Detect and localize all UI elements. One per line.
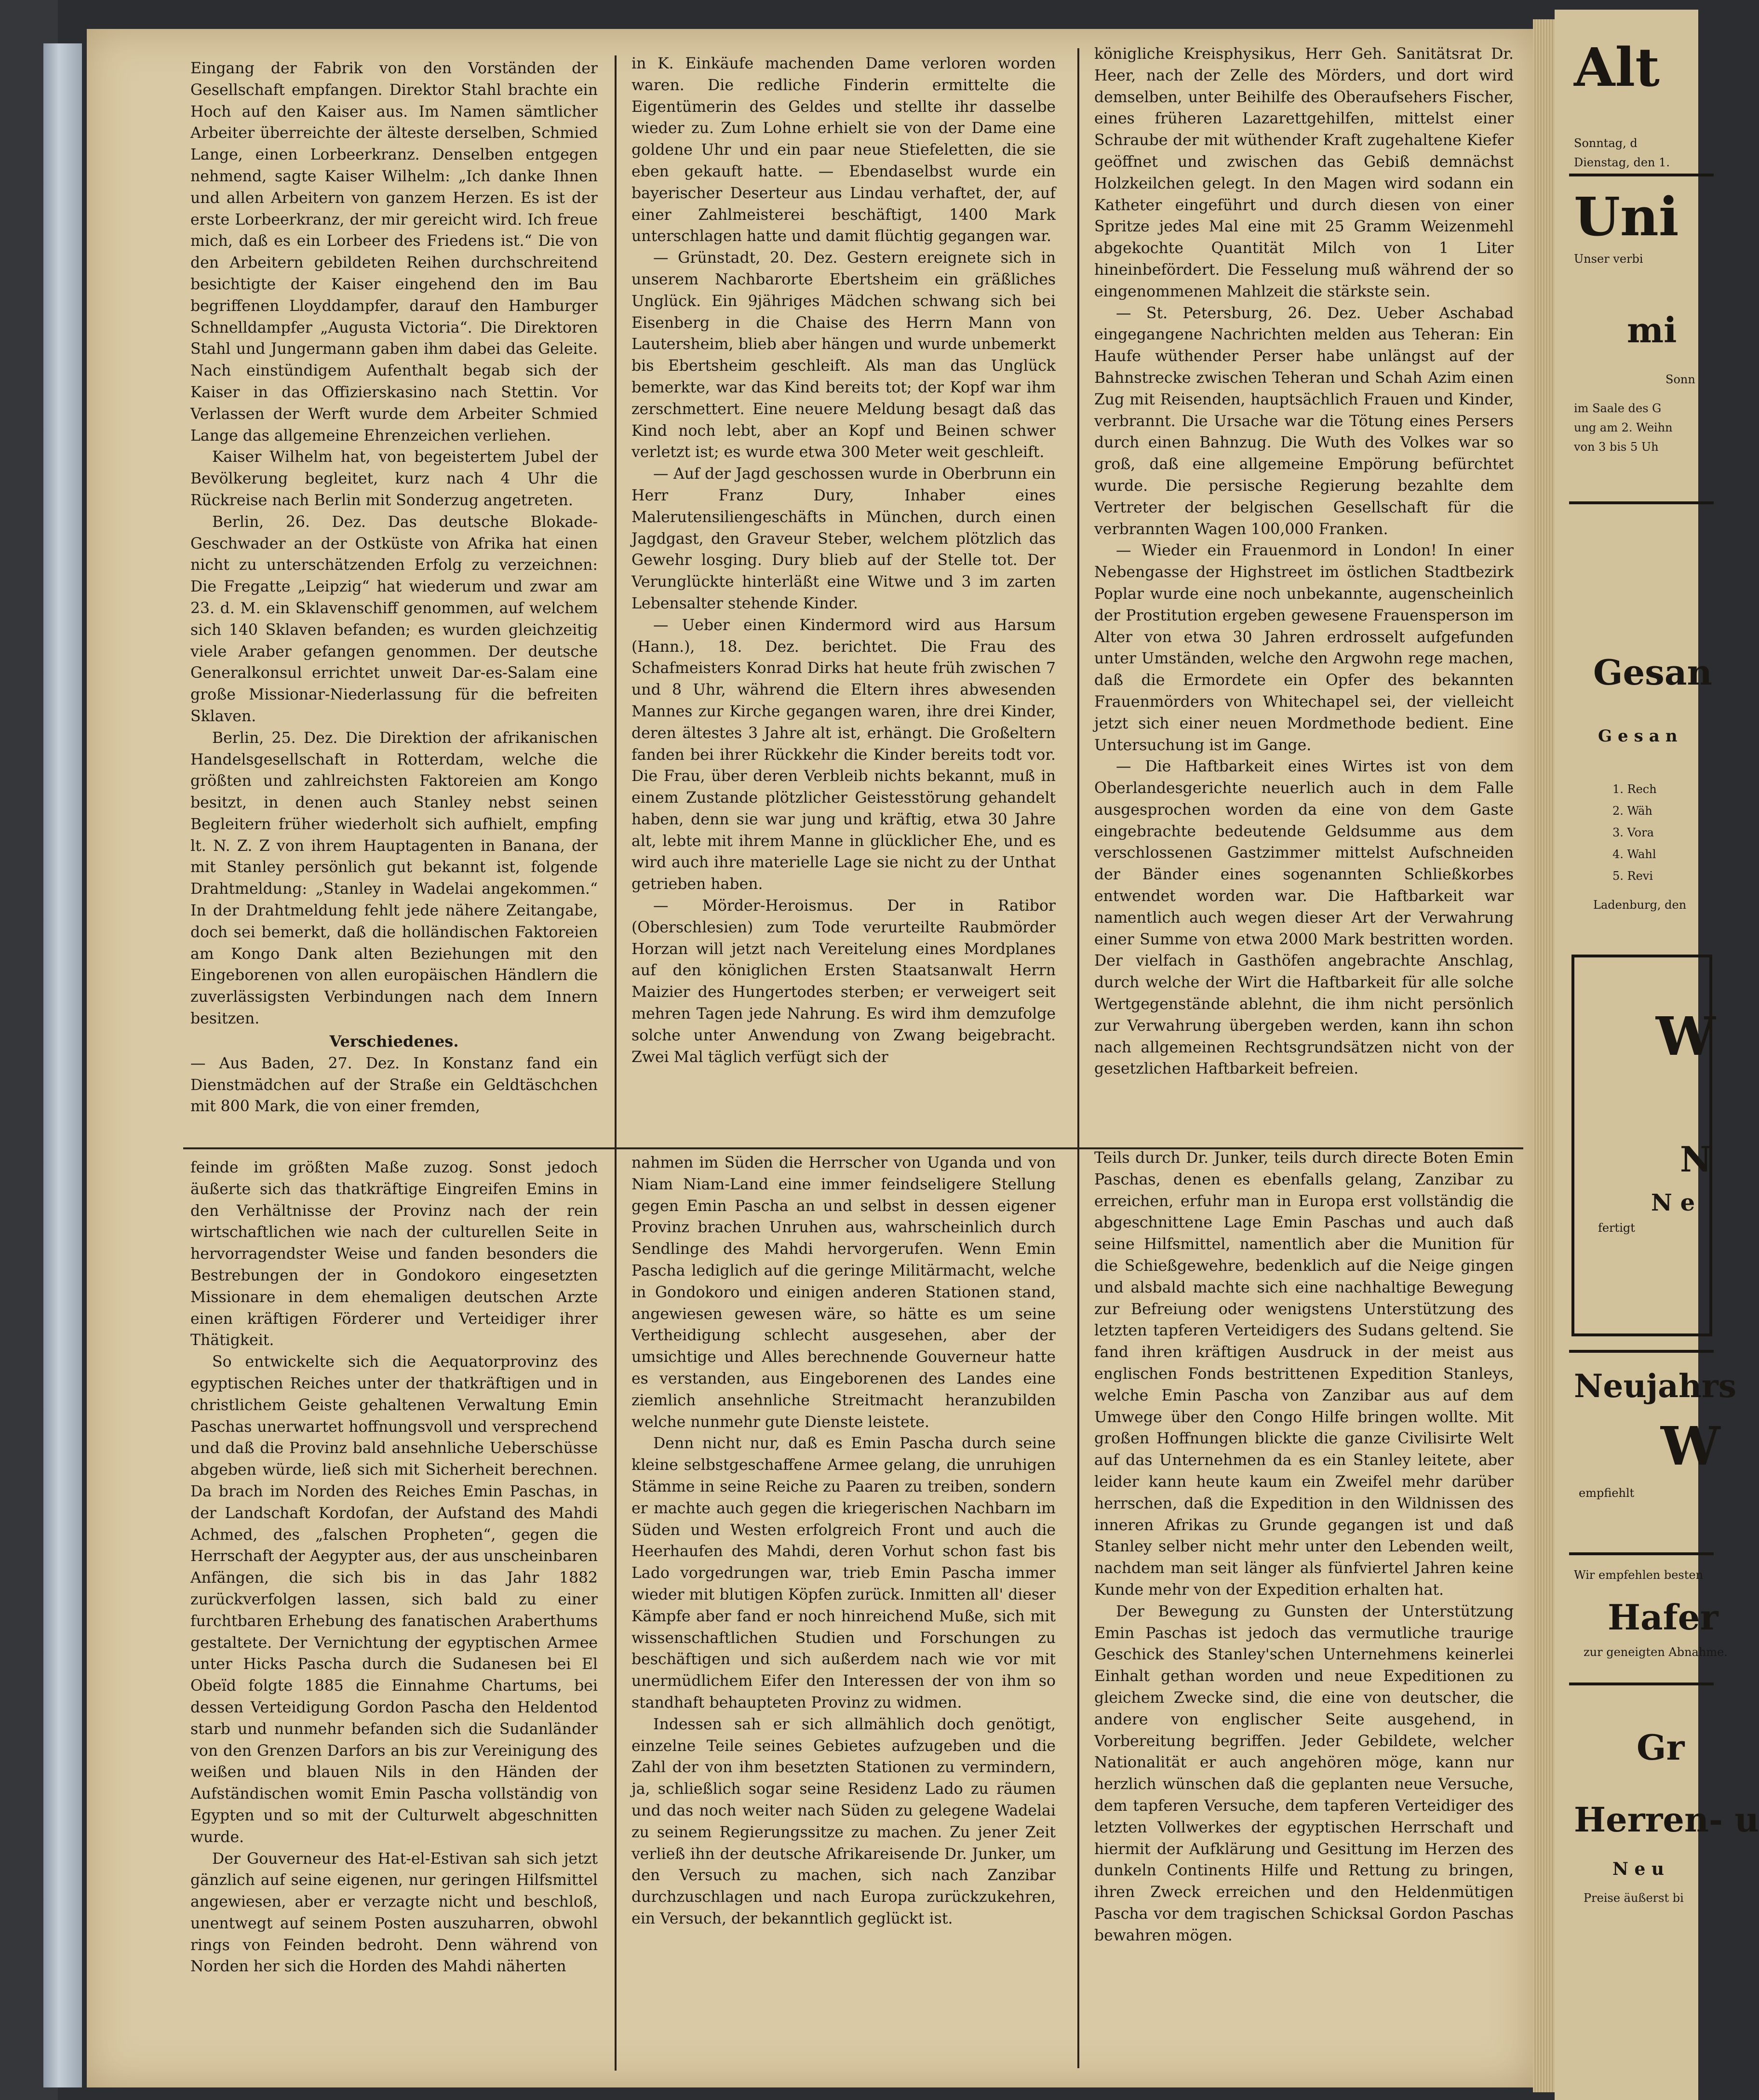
col3-top-para: königliche Kreisphysikus, Herr Geh. Sanitätsrat Dr. Heer, nach der Zelle des Mörders, und dort wird demselben, unter Beihilfe des Oberaufsehers Fischer, eines früheren Lazarettgehilfen, mittelst einer Schraube der mit wüthender Kraft zugehaltene Kiefer geöffnet und zwischen das Gebiß demnächst Holzkeilchen gelegt. In den Magen wird sodann ein Katheter eingeführt und durch diesen von einer Spritze jedes Mal eine mit 25 Gramm Weizenmehl abgekochte Quantität Milch von 1 Liter hineinbefördert. Die Fesselung muß während der so eingenommenen Mahlzeit die stärkste sein. [1094,45,1514,300]
col2-top-para: — Ueber einen Kindermord wird aus Harsum (Hann.), 18. Dez. berichtet. Die Frau des Schafmeisters Konrad Dirks hat heute früh zwischen 7 und 8 Uhr, während die Eltern ihres abwesenden Mannes zur Kirche gegangen waren, ihre drei Kinder, deren ältestes 3 Jahre alt ist, erhängt. Die Großeltern fanden bei ihrer Rückkehr die Kinder bereits todt vor. Die Frau, über deren Verbleib nichts bekannt, muß in einem Zustande plötzlicher Geistesstörung gehandelt haben, denn sie war jung und kräftig, etwa 30 Jahre alt, lebte mit ihrem Manne in glücklicher Ehe, und es wird auch ihre materielle Lage sie nicht zu der Unthat getrieben haben. [631,616,1056,893]
masthead-line: Dienstag, den 1. [1574,156,1670,169]
col1-bottom-para: feinde im größten Maße zuzog. Sonst jedoch äußerte sich das thatkräftige Eingreifen Emins in den Verhältnisse der Provinz nach der rein wirtschaftlichen wie nach der culturellen Seite in hervorragendster Weise und fanden besonders die Bestrebungen der in Gondokoro eingesetzten Missionare in dem ehemaligen deutschen Arzte einen kräftigen Förderer und Verteidiger ihrer Thätigkeit. [190,1159,598,1349]
col3-top-para: — Wieder ein Frauenmord in London! In einer Nebengasse der Highstreet im östlichen Stadtbezirk Poplar wurde eine noch unbekannte, augenscheinlich der Prostitution ergeben gewesene Frauensperson im Alter von etwa 30 Jahren erdrosselt aufgefunden unter Umständen, welche den Argwohn rege machen, daß die Ermordete ein Opfer des bekannten Frauenmörders von Whitechapel sei, der vielleicht jetzt sich einer neuen Mordmethode bedient. Eine Untersuchung ist im Gange. [1094,542,1514,754]
ad-list-item: 3. Vora [1612,826,1654,839]
ad-divider [1569,1683,1714,1685]
ad-text: Sonn [1665,373,1695,386]
ad-text: Preise äußerst bi [1584,1891,1684,1905]
column-rule [1077,1152,1079,2068]
masthead-line: Sonntag, d [1574,136,1638,150]
col1-top-para: Kaiser Wilhelm hat, von begeistertem Jubel der Bevölkerung begleitet, kurz nach 4 Uhr die Rückreise nach Berlin mit Sonderzug angetreten. [190,448,598,509]
ad-subline: Unser verbi [1574,252,1643,266]
ad-text: von 3 bis 5 Uh [1574,440,1659,454]
ad-text: ung am 2. Weihn [1574,421,1673,434]
ad-text: N e u [1612,1859,1665,1879]
column-2-top [631,53,1056,1143]
col2-top-para: — Auf der Jagd geschossen wurde in Oberbrunn ein Herr Franz Dury, Inhaber eines Malerutensiliengeschäfts in München, durch einen Jagdgast, den Graveur Steber, welchem plötzlich das Gewehr losging. Dury blieb auf der Stelle tot. Der Verunglückte hinterläßt eine Witwe und 3 im zarten Lebensalter stehende Kinder. [631,465,1056,612]
col1-top-para: Eingang der Fabrik von den Vorständen der Gesellschaft empfangen. Direktor Stahl brachte ein Hoch auf den Kaiser aus. Im Namen sämtlicher Arbeiter überreichte der älteste derselben, Schmied Lange, einen Lorbeerkranz. Denselben entgegen nehmend, sagte Kaiser Wilhelm: „Ich danke Ihnen und allen Arbeitern von ganzem Herzen. Es ist der erste Lorbeerkranz, der mir gereicht wird. Ich freue mich, daß es ein Lorbeer des Friedens ist.“ Die von den Arbeitern gebildeten Reihen durchschreitend besichtigte der Kaiser eingehend den im Bau begriffenen Lloyddampfer, darauf den Hamburger Schnelldampfer „Augusta Victoria“. Die Direktoren Stahl und Jungermann gaben ihm dabei das Geleite. Nach einstündigem Aufenthalt begab sich der Kaiser in das Offizierskasino nach Stettin. Vor Verlassen der Werft wurde dem Arbeiter Schmied Lange das allgemeine Ehrenzeichen verliehen. [190,60,598,444]
column-1-top [190,58,598,1138]
col2-bottom-para: nahmen im Süden die Herrscher von Uganda und von Niam Niam-Land eine immer feindseligere Stellung gegen Emin Pascha an und selbst in dessen eigener Provinz brachen Unruhen aus, wahrscheinlich durch Sendlinge des Mahdi hervorgerufen. Wenn Emin Pascha lediglich auf die geringe Militärmacht, welche in Gondokoro und einigen anderen Stationen stand, angewiesen gewesen wäre, so hätte es um seine Vertheidigung schlecht ausgesehen, aber der umsichtige und Alles berechnende Gouverneur hatte es verstanden, aus Eingeborenen des Landes eine ziemlich ansehnliche Streitmacht heranzubilden welche nunmehr gute Dienste leistete. [631,1154,1056,1431]
binding-cloth [43,43,82,2087]
column-2-bottom [631,1152,1056,2078]
ad-text: im Saale des G [1574,402,1662,415]
ad-divider [1569,174,1714,176]
ad-heading-gr: Gr [1637,1727,1685,1768]
ad-subline: zur geneigten Abnahme. [1584,1645,1728,1659]
col2-top-para: in K. Einkäufe machenden Dame verloren worden waren. Die redliche Finderin ermittelte die Eigentümerin des Geldes und stellte ihr dasselbe wieder zu. Zum Lohne erhielt sie von der Dame eine goldene Uhr und ein paar neue Stiefeletten, die sie eben gekauft hatte. — Ebendaselbst wurde ein bayerischer Deserteur aus Lindau verhaftet, der, auf einer Zahlmeisterei beschäftigt, 1400 Mark unterschlagen hatte und damit flüchtig gegangen war. [631,55,1056,245]
ad-list-item: 5. Revi [1612,869,1653,883]
ad-list-item: 2. Wäh [1612,804,1652,818]
col3-bottom-para: Teils durch Dr. Junker, teils durch directe Boten Emin Paschas, denen es ebenfalls gelang, Zanzibar zu erreichen, erfuhr man in Europa erst vollständig die abgeschnittene Lage Emin Paschas und auch daß seine Hilfsmittel, namentlich aber die Munition für die Schießgewehre, bedenklich auf die Neige gingen und alsbald machte sich eine nachhaltige Bewegung zur Befreiung oder wenigstens Unterstützung des letzten tapferen Verteidigers des Sudans geltend. Sie fand ihren kräftigen Ausdruck in der meist aus englischen Fonds bestrittenen Expedition Stanleys, welche Emin Pascha von Zanzibar aus auf dem Umwege über den Congo Hilfe bringen wollte. Mit großen Hoffnungen blickte die ganze Civilisirte Welt auf das Unternehmen da es ein Stanley leitete, aber leider kann heute kaum ein Zweifel mehr darüber herrschen, daß die Expedition in den Wildnissen des inneren Afrikas zu Grunde gegangen ist und daß Stanley selber nicht mehr unter den Lebenden weilt, nachdem man seit länger als fünfviertel Jahren keine Kunde mehr von der Expedition erhalten hat. [1094,1149,1514,1599]
col3-top-para: — Die Haftbarkeit eines Wirtes ist von dem Oberlandesgerichte neuerlich auch in dem Falle ausgesprochen worden da eine von dem Gaste eingebrachte bedeutende Geldsumme aus dem verschlossenen Gastzimmer mittelst Aufschneiden der Bänder eines sogenannten Schließkorbes entwendet worden war. Die Haftbarkeit war namentlich auch wegen dieser Art der Verwahrung einer Summe von etwa 2000 Mark bestritten worden. Der vielfach in Gasthöfen angebrachte Anschlag, durch welche der Wirt die Haftbarkeit für alle solche Wertgegenstände ablehnt, die ihm nicht persönlich zur Verwahrung übergeben werden, kann ihn schon nach allgemeinen Rechtsgrundsätzen nicht von der gesetzlichen Haftbarkeit befreien. [1094,758,1514,1078]
col2-bottom-para: Indessen sah er sich allmählich doch genötigt, einzelne Teile seines Gebietes aufzugeben und die Zahl der von ihm besetzten Stationen zu vermindern, ja, schließlich sogar seine Residenz Lado zu räumen und das noch weiter nach Süden zu gelegene Wadelai zu seinem Regierungssitze zu machen. Zu jener Zeit verließ ihn der deutsche Afrikareisende Dr. Junker, um den Versuch zu machen, sich nach Zanzibar durchzuschlagen und nach Europa zurückzukehren, ein Versuch, der bekanntlich geglückt ist. [631,1715,1056,1927]
ad-heading-mi: mi [1627,310,1677,350]
col1-bottom-para: So entwickelte sich die Aequatorprovinz des egyptischen Reiches unter der thatkräftigen und in christlichem Geiste gehaltenen Verwaltung Emin Paschas unerwartet hoffnungsvoll und versprechend und daß die Provinz bald ansehnliche Ueberschüsse abgeben würde, ließ sich mit Sicherheit berechnen. Da brach im Norden des Reiches Emin Paschas, in der Landschaft Kordofan, der Aufstand des Mahdi Achmed, des „falschen Propheten“, gegen die Herrschaft der Aegypter aus, der aus unscheinbaren Anfängen, die sich bis in das Jahr 1882 zurückverfolgen lassen, sich bald zu einer furchtbaren Erhebung des fanatischen Araberthums gestaltete. Der Vernichtung der egyptischen Armee unter Hicks Pascha durch die Sudanesen bei El Obeïd folgte 1885 die Einnahme Chartums, bei dessen Verteidigung Gordon Pascha den Heldentod starb und nunmehr befanden sich die Sudanländer von den Grenzen Darfors an bis zur Vereinigung des weißen und blauen Nils in den Händen der Aufständischen womit Emin Pascha vollständig von Egypten und so mit der Culturwelt abgeschnitten wurde. [190,1353,598,1846]
ad-text: Wir empfehlen besten [1574,1568,1704,1582]
ad-text: empfiehlt [1579,1486,1635,1500]
column-3-top [1094,43,1514,1152]
column-rule [615,55,617,1169]
ad-heading-gesang: Gesan [1593,652,1712,693]
column-1-bottom [190,1157,598,2083]
column-rule [1077,48,1079,1171]
col2-bottom-para: Denn nicht nur, daß es Emin Pascha durch seine kleine selbstgeschaffene Armee gelang, die unruhigen Stämme in seine Reiche zu Paaren zu treiben, sondern er machte auch gegen die kriegerischen Nachbarn im Süden und Westen erfolgreich Front und auch die Heerhaufen des Mahdi, deren Vorhut schon fast bis Lado vorgedrungen war, trieb Emin Pascha immer wieder mit blutigen Köpfen zurück. Inmitten all' dieser Kämpfe aber fand er noch hinreichend Muße, sich mit wissenschaftlichen Studien und Forschungen zu beschäftigen und sich außerdem nach wie vor mit unermüdlichem Eifer den Interessen der von ihm so standhaft behaupteten Provinz zu widmen. [631,1435,1056,1711]
ad-heading-herren: Herren- u [1574,1800,1759,1840]
ad-list-item: 4. Wahl [1612,848,1656,861]
col3-bottom-para: Der Bewegung zu Gunsten der Unterstützung Emin Paschas ist jedoch das vermutliche traurige Geschick des Stanley'schen Unternehmens keinerlei Einhalt gethan worden und neue Expeditionen zu gleichem Zwecke sind, die eine von deutscher, die andere von englischer Seite ausgehend, in Vorbereitung begriffen. Jeder Gebildete, welcher Nationalität er auch angehören möge, kann nur herzlich wünschen daß die geplanten neue Versuche, dem tapferen Versuche, dem tapferen Verteidiger des letzten Vollwerkes der egyptischen Herrschaft und hiermit der Aufklärung und Gesittung im Herzen des dunkeln Continents Hilfe und Rettung zu bringen, ihren Zweck erreichen und den Heldenmütigen Pascha vor dem tragischen Schicksal Gordon Paschas bewahren mögen. [1094,1602,1514,1944]
col1-top-tail: — Aus Baden, 27. Dez. In Konstanz fand ein Dienstmädchen auf der Straße ein Geldtäschchen mit 800 Mark, die von einer fremden, [190,1054,598,1116]
ad-heading-neujahr: Neujahrs [1574,1367,1736,1405]
masthead-fragment: Alt [1574,36,1660,98]
col2-top-para: — Mörder-Heroismus. Der in Ratibor (Oberschlesien) zum Tode verurteilte Raubmörder Horzan will jetzt nach Vereitelung eines Mordplanes auf den königlichen Ersten Staatsanwalt Herrn Maizier des Hungertodes sterben; er verweigert seit mehren Tagen jede Nahrung. Es wird ihm demzufolge solche unter Anwendung von Zwang beigebracht. Zwei Mal täglich verfügt sich der [631,897,1056,1066]
column-rule [615,1155,617,2071]
section-heading-verschiedenes: Verschiedenes. [329,1032,459,1050]
page-edge [1533,19,1555,2092]
col1-top-para: Berlin, 26. Dez. Das deutsche Blokade-Geschwader an der Ostküste von Afrika hat einen nicht zu unterschätzenden Erfolg zu verzeichnen: Die Fregatte „Leipzig“ hat wiederum und zwar am 23. d. M. ein Sklavenschiff genommen, auf welchem sich 140 Sklaven befanden; es wurden gleichzeitig viele Araber gefangen genommen. Der deutsche Generalkonsul errichtet unweit Dar-es-Salam eine große Missionar-Niederlassung für die befreiten Sklaven. [190,513,598,725]
ad-heading-hafer: Hafer [1608,1597,1719,1638]
column-3-bottom [1094,1147,1514,2078]
ad-divider [1569,1350,1714,1353]
ad-text: Ladenburg, den [1593,898,1687,912]
ad-divider [1569,1552,1714,1555]
ad-heading-uni: Uni [1574,186,1679,248]
ad-subline: Gesan [1598,727,1683,746]
adjacent-page-ads [1555,10,1759,2100]
col1-top-para: Berlin, 25. Dez. Die Direktion der afrikanischen Handelsgesellschaft in Rotterdam, welche die größten und zahlreichsten Faktoreien am Kongo besitzt, in denen auch Stanley nebst seinen Begleitern früher wiederholt sich aufhielt, empfing lt. N. Z. Z von ihrem Hauptagenten in Banana, der mit Stanley persönlich gut bekannt ist, folgende Drahtmeldung: „Stanley in Wadelai angekommen.“ In der Drahtmeldung fehlt jede nähere Zeitangabe, doch sei bemerkt, daß die holländischen Faktoreien am Kongo Dank alten Beziehungen mit den Eingeborenen von allen europäischen Händlern die zuverlässigsten Verbindungen nach dem Innern besitzen. [190,729,598,1028]
ad-text: fertigt [1598,1221,1635,1235]
newspaper-page [87,29,1533,2087]
ad-list-item: 1. Rech [1612,782,1657,796]
ad-heading-ne: N e [1651,1189,1695,1216]
ad-divider [1569,501,1714,504]
col3-top-para: — St. Petersburg, 26. Dez. Ueber Aschabad eingegangene Nachrichten melden aus Teheran: Ein Haufe wüthender Perser habe unlängst auf der Bahnstrecke zwischen Teheran und Schah Azim einen Zug mit Reisenden, hauptsächlich Frauen und Kinder, verbrannt. Die Ursache war die Tötung eines Persers durch einen Bahnzug. Die Wuth des Volkes war so groß, daß eine allgemeine Empörung befürchtet wurde. Die persische Regierung bezahlte dem Vertreter der belgischen Gesellschaft für die verbrannten Wagen 100,000 Franken. [1094,304,1514,538]
col2-top-para: — Grünstadt, 20. Dez. Gestern ereignete sich in unserem Nachbarorte Ebertsheim ein gräßliches Unglück. Ein 9jähriges Mädchen schwang sich bei Eisenberg in die Chaise des Herrn Mann von Lautersheim, blieb aber hängen und wurde unbemerkt bis Ebertsheim geschleift. Als man das Unglück bemerkte, war das Kind bereits tot; der Kopf war ihm zerschmettert. Eine neuere Meldung besagt daß das Kind noch lebt, aber an Kopf und Beinen schwer verletzt ist; es wurde etwa 300 Meter weit geschleift. [631,249,1056,461]
ad-heading-neujahr-w: W [1661,1415,1720,1477]
ad-heading-w: W [1656,1005,1716,1067]
col1-bottom-para: Der Gouverneur des Hat-el-Estivan sah sich jetzt gänzlich auf seine eigenen, nur geringen Hilfsmittel angewiesen, aber er verzagte nicht und beschloß, unentwegt auf seinem Posten auszuharren, obwohl rings von Feinden bedroht. Denn während von Norden her sich die Horden des Mahdi näherten [190,1850,598,1976]
ad-heading-n: N [1680,1139,1712,1180]
